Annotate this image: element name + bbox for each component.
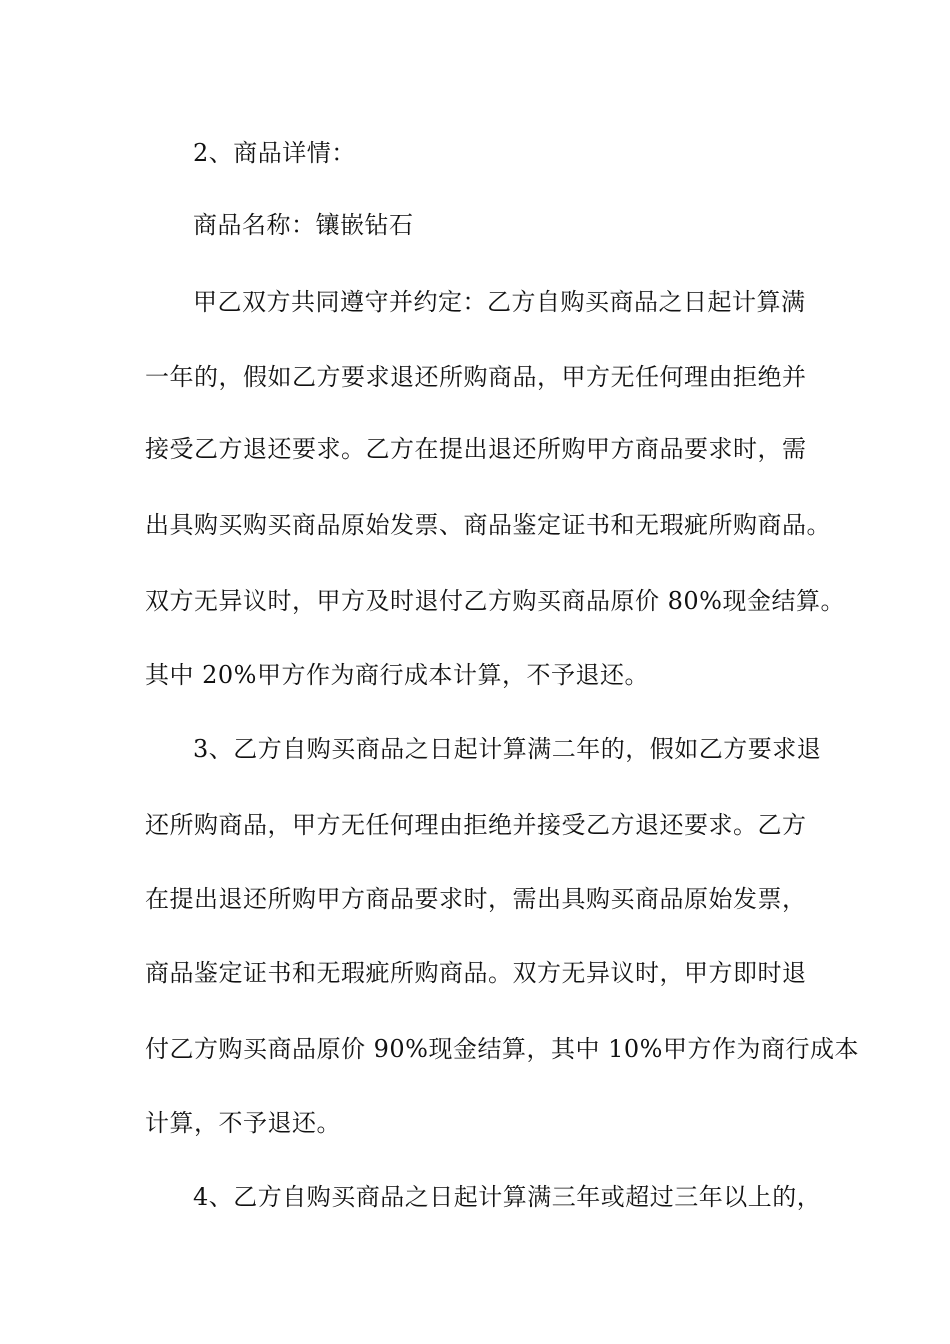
paragraph-line: 一年的，假如乙方要求退还所购商品，甲方无任何理由拒绝并 xyxy=(145,363,807,391)
paragraph-line: 在提出退还所购甲方商品要求时，需出具购买商品原始发票， xyxy=(145,885,807,913)
paragraph-line: 出具购买购买商品原始发票、商品鉴定证书和无瑕疵所购商品。 xyxy=(145,511,831,539)
paragraph-line: 付乙方购买商品原价 90%现金结算，其中 10%甲方作为商行成本 xyxy=(145,1035,859,1063)
section-3-line: 3、乙方自购买商品之日起计算满二年的，假如乙方要求退 xyxy=(193,735,822,763)
section-2-heading: 2、商品详情： xyxy=(193,139,356,167)
product-name-line: 商品名称：镶嵌钻石 xyxy=(193,211,414,239)
paragraph-line: 商品鉴定证书和无瑕疵所购商品。双方无异议时，甲方即时退 xyxy=(145,959,807,987)
paragraph-line: 计算，不予退还。 xyxy=(145,1109,341,1137)
paragraph-line: 甲乙双方共同遵守并约定：乙方自购买商品之日起计算满 xyxy=(193,288,806,316)
paragraph-line: 接受乙方退还要求。乙方在提出退还所购甲方商品要求时，需 xyxy=(145,435,807,463)
section-4-line: 4、乙方自购买商品之日起计算满三年或超过三年以上的， xyxy=(193,1183,822,1211)
paragraph-line: 其中 20%甲方作为商行成本计算，不予退还。 xyxy=(145,661,649,689)
paragraph-line: 双方无异议时，甲方及时退付乙方购买商品原价 80%现金结算。 xyxy=(145,587,845,615)
paragraph-line: 还所购商品，甲方无任何理由拒绝并接受乙方退还要求。乙方 xyxy=(145,811,807,839)
